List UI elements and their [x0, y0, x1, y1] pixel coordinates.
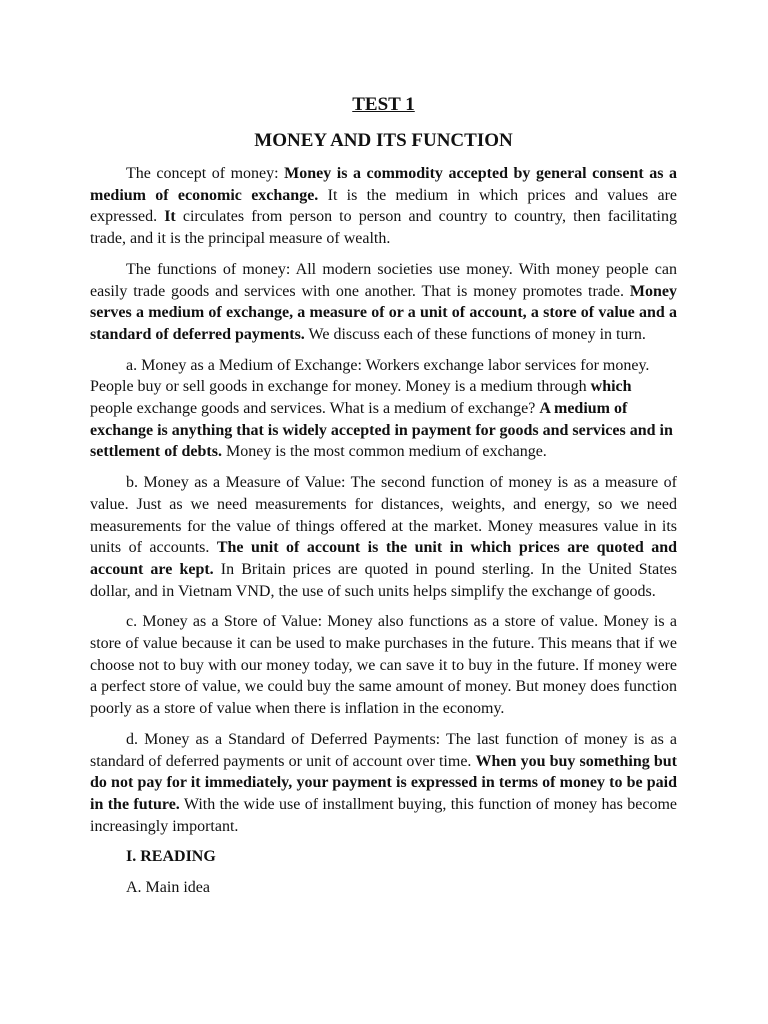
bold-run: The unit of account is the unit in which prices are quoted and account are kept. — [90, 539, 678, 578]
subsection-heading-main-idea: A. Main idea — [126, 879, 210, 897]
text-run: It is the medium in which prices and values are expressed. — [90, 186, 678, 226]
section-heading-text: I. READING — [126, 848, 216, 866]
text-run: Money is the most common medium of exchange. — [221, 443, 547, 461]
document-title: MONEY AND ITS FUNCTION — [254, 130, 513, 151]
text-run: circulates from person to person and country to country, then facilitating trade, and it is the principal measure of wealth. — [90, 208, 678, 248]
test-label: TEST 1 — [352, 94, 415, 115]
text-run: In Britain prices are quoted in pound sterling. In the United States dollar, and in Vietnam VND, the use of such units helps simplify the exchange of goods. — [90, 560, 678, 600]
text-run: With the wide use of installment buying, this function of money has become increasingly important. — [90, 795, 677, 835]
paragraph-store-of-value — [90, 611, 677, 720]
text-run: We discuss each of these functions of money in turn. — [304, 325, 646, 343]
paragraph-measure-of-value — [90, 472, 677, 602]
bold-run: When you buy something but do not pay for it immediately, your payment is expressed in terms of money to be paid in the future. — [90, 752, 677, 813]
document-page — [90, 92, 677, 908]
paragraph-deferred-payments — [90, 729, 677, 838]
bold-run: It — [164, 208, 176, 226]
bold-run: Money serves a medium of exchange, a measure of or a unit of account, a store of value and a standard of deferred payments. — [90, 282, 677, 343]
text-run: people exchange goods and services. What is a medium of exchange? — [90, 400, 540, 418]
bold-run: which — [590, 378, 632, 396]
section-heading-reading — [90, 846, 677, 868]
text-run: The concept of money: — [126, 165, 285, 182]
text-run: b. Money as a Measure of Value: The second function of money is as a measure of value. Just as we need measurements for distances, weights, and energy, so we need measurements for the value of things offered at the market. Money measures value in its units of accounts. — [90, 474, 677, 557]
text-run: c. Money as a Store of Value: Money also functions as a store of value. Money is a store of value because it can be used to make purchases in the future. This means that if we choose not to buy with our money today, we can save it to buy in the future. If money were a perfect store of value, we could buy the same amount of money. But money does function poorly as a store of value when there is inflation in the economy. — [90, 613, 677, 718]
bold-run: A medium of exchange is anything that is widely accepted in payment for goods and services and in settlement of debts. — [90, 400, 673, 461]
paragraph-concept-of-money — [90, 163, 677, 250]
bold-run: Money is a commodity accepted by general consent as a medium of economic exchange. — [90, 165, 678, 204]
paragraph-medium-of-exchange — [90, 355, 677, 464]
text-run: d. Money as a Standard of Deferred Payments: The last function of money is as a standard of deferred payments or unit of account over time. — [90, 730, 677, 770]
text-run: a. Money as a Medium of Exchange: Workers exchange labor services for money. People buy or sell goods in exchange for money. Money is a medium through — [90, 356, 650, 396]
paragraph-functions-of-money — [90, 259, 677, 346]
text-run: The functions of money: All modern societies use money. With money people can easily trade goods and services with one another. That is money promotes trade. — [90, 260, 677, 300]
